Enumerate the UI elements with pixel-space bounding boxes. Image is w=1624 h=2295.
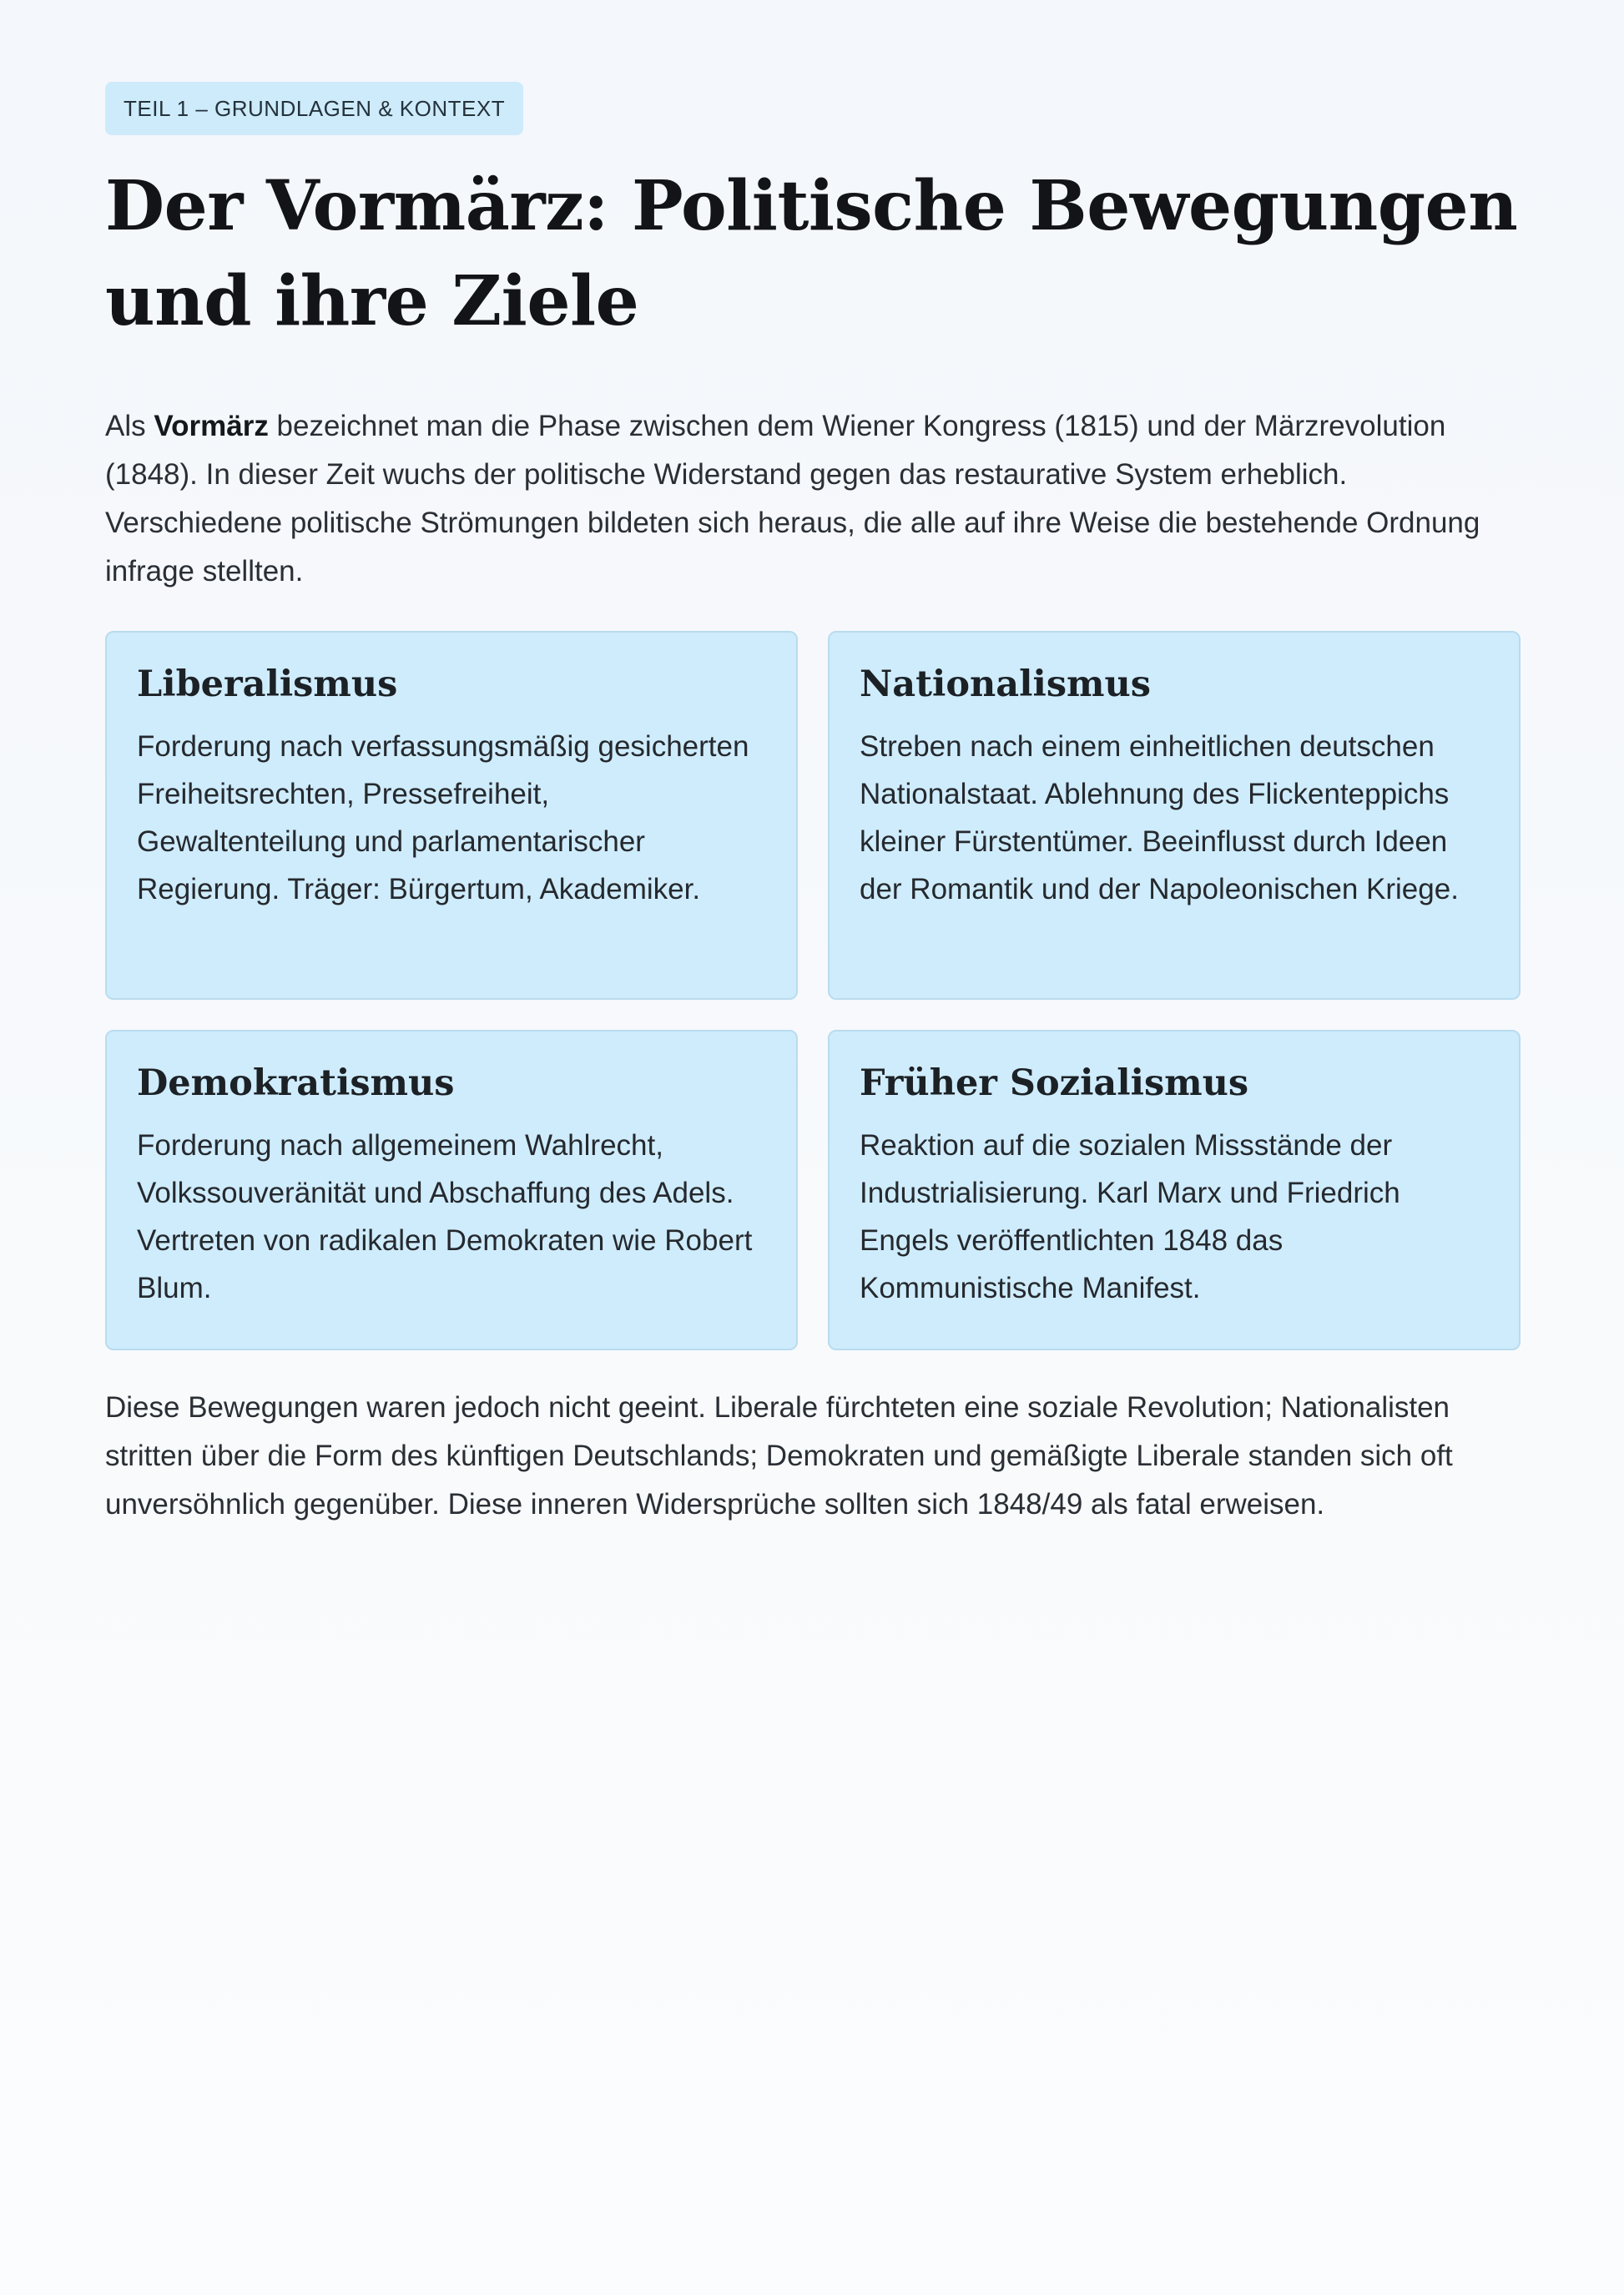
card-frueher-sozialismus bbox=[828, 1030, 1521, 1350]
card-title: Früher Sozialismus bbox=[860, 1062, 1249, 1104]
card-nationalismus bbox=[828, 631, 1521, 1000]
card-text: Streben nach einem einheitlichen deutschen Nationalstaat. Ablehnung des Flickenteppichs kleiner Fürstentümer. Beeinflusst durch Ideen der Romantik und der Napoleonischen Kriege. bbox=[860, 730, 1459, 905]
card-text: Reaktion auf die sozialen Missstände der Industrialisierung. Karl Marx und Friedrich Engels veröffentlichten 1848 das Kommunistische Manifest. bbox=[860, 1129, 1400, 1304]
card-text: Forderung nach allgemeinem Wahlrecht, Volkssouveränität und Abschaffung des Adels. Vertreten von radikalen Demokraten wie Robert Blum. bbox=[137, 1129, 753, 1304]
closing-paragraph: Diese Bewegungen waren jedoch nicht geeint. Liberale fürchteten eine soziale Revolution; Nationalisten stritten über die Form des künftigen Deutschlands; Demokraten und gemäßigte Liberale standen sich oft unversöhnlich gegenüber. Diese inneren Widersprüche sollten sich 1848/49 als fatal erweisen. bbox=[105, 1391, 1453, 1521]
movements-grid bbox=[105, 631, 1519, 1350]
card-title: Liberalismus bbox=[137, 663, 398, 705]
card-title: Nationalismus bbox=[860, 663, 1152, 705]
card-text: Forderung nach verfassungsmäßig gesicherten Freiheitsrechten, Pressefreiheit, Gewaltenteilung und parlamentarischer Regierung. Träger: Bürgertum, Akademiker. bbox=[137, 730, 749, 905]
section-kicker-badge: TEIL 1 – GRUNDLAGEN & KONTEXT bbox=[105, 82, 523, 135]
intro-prefix: Als bbox=[105, 410, 154, 442]
card-demokratismus bbox=[105, 1030, 798, 1350]
page-title: Der Vormärz: Politische Bewegungen und ihre Ziele bbox=[105, 166, 1518, 341]
intro-text: bezeichnet man die Phase zwischen dem Wiener Kongress (1815) und der Märzrevolution (1848). In dieser Zeit wuchs der politische Widerstand gegen das restaurative System erheblich. Verschiedene politische Strömungen bildeten sich heraus, die alle auf ihre Weise die bestehende Ordnung infrage stellten. bbox=[105, 410, 1480, 588]
card-liberalismus bbox=[105, 631, 798, 1000]
intro-paragraph bbox=[105, 402, 1519, 596]
intro-term: Vormärz bbox=[154, 410, 269, 442]
card-title: Demokratismus bbox=[137, 1062, 455, 1104]
